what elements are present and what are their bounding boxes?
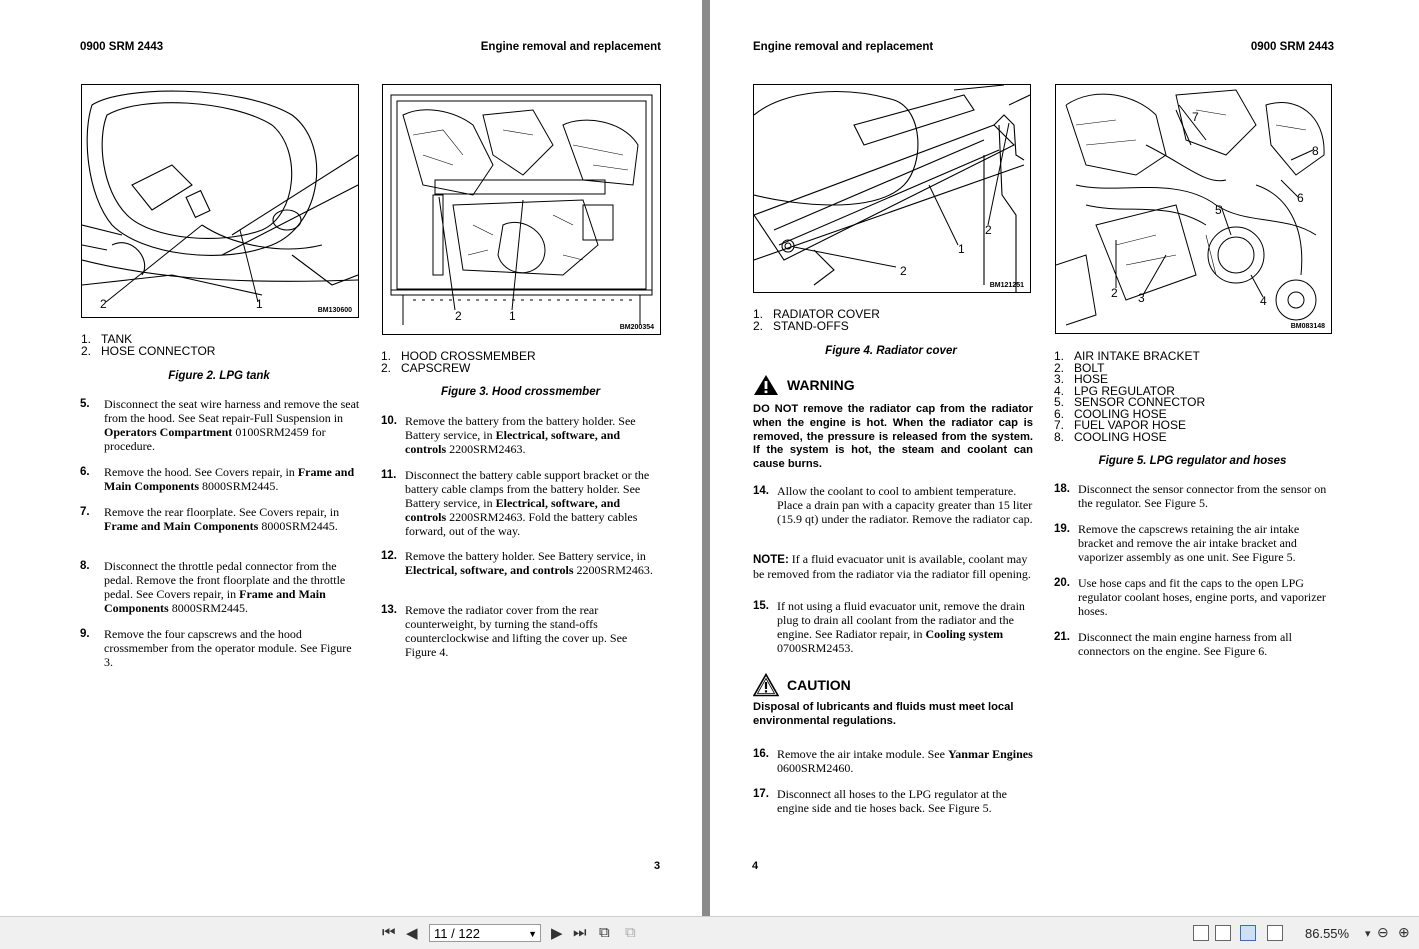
legend-num: 2. — [1054, 360, 1065, 375]
legend-text: COOLING HOSE — [1074, 406, 1167, 421]
step-text-bold: Yanmar Engines — [947, 747, 1033, 761]
step-text-part: Disconnect the main engine harness from all connectors on the engine. See Figure 6. — [1078, 630, 1292, 658]
step-text — [1078, 522, 1336, 564]
zoom-in-icon[interactable]: ⊕ — [1398, 924, 1410, 940]
legend-num: 4. — [1054, 383, 1065, 398]
step-number: 15. — [753, 600, 769, 612]
fig4-caption: Figure 4. Radiator cover — [825, 345, 957, 357]
fig4-callout-2b: 2 — [985, 223, 992, 237]
fig2-caption: Figure 2. LPG tank — [168, 370, 270, 382]
page-gutter — [702, 0, 710, 916]
step-text — [405, 603, 661, 659]
fig3-legend — [381, 351, 536, 374]
document-page-right — [710, 0, 1419, 916]
two-page-view-icon[interactable] — [1240, 925, 1256, 941]
step-text — [104, 397, 360, 453]
legend-num: 5. — [1054, 395, 1065, 409]
step-text — [777, 599, 1035, 655]
legend-text: HOOD CROSSMEMBER — [401, 349, 536, 363]
fig4-callout-2: 2 — [900, 264, 907, 278]
page-number: 4 — [752, 860, 759, 872]
step-text-part: If not using a fluid evacuator unit, remove the drain plug to drain all coolant from the radiator and the engine. See Radiator repair, in — [777, 599, 1025, 641]
note-label: NOTE: — [753, 554, 789, 566]
legend-text: AIR INTAKE BRACKET — [1074, 349, 1200, 363]
step-number: 19. — [1054, 523, 1070, 535]
step-text — [104, 627, 360, 669]
fig5-caption: Figure 5. LPG regulator and hoses — [1098, 455, 1287, 467]
legend-num: 2. — [81, 343, 92, 358]
legend-num: 3. — [1054, 372, 1065, 386]
fig5-callout-8: 8 — [1312, 144, 1319, 158]
step-text-part: Remove the radiator cover from the rear counterweight, by turning the stand-offs counterclockwise and lifting the cover up. See Figure 4. — [405, 603, 628, 659]
step-text-part: Use hose caps and fit the caps to the open LPG regulator coolant hoses, engine ports, and vaporizer hoses. — [1078, 576, 1326, 618]
step-text-part: Remove the battery from the battery holder. See Battery service, in — [405, 414, 636, 442]
caution-text: Disposal of lubricants and fluids must meet local environmental regulations. — [753, 701, 1014, 727]
step-text-part: 2200SRM2463. Fold the battery cables forward, out of the way. — [405, 510, 638, 538]
step-text — [104, 559, 360, 615]
fig3-caption: Figure 3. Hood crossmember — [440, 386, 601, 398]
document-page-left — [0, 0, 702, 916]
fig5-legend — [1054, 351, 1205, 443]
fig5-callout-4: 4 — [1260, 294, 1267, 308]
step-number: 16. — [753, 748, 769, 760]
step-number: 8. — [80, 560, 90, 572]
caution-triangle-icon — [753, 673, 779, 697]
step-text-bold: Frame and Main Components — [104, 465, 355, 493]
step-text — [1078, 630, 1336, 658]
radiator-cover-drawing — [754, 85, 1030, 292]
caution-title: CAUTION — [787, 677, 851, 693]
step-text-bold: Operators Compartment — [104, 425, 233, 439]
legend-text: STAND-OFFS — [773, 318, 849, 333]
hood-crossmember-drawing — [383, 85, 660, 334]
page-number: 3 — [654, 860, 661, 872]
step-number: 11. — [381, 469, 397, 481]
next-page-icon[interactable]: ▶ — [551, 925, 563, 942]
legend-num: 8. — [1054, 429, 1065, 444]
step-number: 6. — [80, 466, 90, 478]
step-text — [1078, 482, 1336, 510]
step-number: 9. — [80, 628, 90, 640]
step-text-part: Disconnect the battery cable support bracket or the battery cable clamps from the battery holder. See Battery service, in — [405, 468, 650, 510]
lpg-regulator-drawing — [1056, 85, 1331, 333]
fig3-callout-1: 1 — [509, 309, 516, 323]
legend-text: COOLING HOSE — [1074, 429, 1167, 444]
fig5-callout-1: 1 — [1060, 94, 1067, 108]
step-text-part: Disconnect the sensor connector from the sensor on the regulator. See Figure 5. — [1078, 482, 1327, 510]
rotate-icon[interactable]: ⧉ — [599, 924, 610, 941]
legend-item — [1054, 429, 1205, 444]
fig5-callout-5: 5 — [1215, 203, 1222, 217]
step-text-part: Remove the battery holder. See Battery service, in — [405, 549, 646, 563]
step-text-part: Remove the air intake module. See — [777, 747, 948, 761]
figure-code: BM121251 — [989, 282, 1024, 289]
legend-num: 1. — [753, 307, 764, 321]
figure-code: BM200354 — [619, 324, 654, 331]
warning-text: DO NOT remove the radiator cap from the radiator when the engine is hot. When the radiator cap is removed, the pressure is released from the system. If the system is hot, the steam and coolant can cause burns. — [753, 403, 1033, 471]
header-doc-id: 0900 SRM 2443 — [1250, 41, 1334, 53]
header-section-title: Engine removal and replacement — [480, 41, 661, 53]
fig2-legend — [81, 334, 215, 357]
step-text-part: Remove the four capscrews and the hood crossmember from the operator module. See Figure 3. — [104, 627, 352, 669]
fig4-callout-1: 1 — [958, 242, 965, 256]
fig5-callout-2: 2 — [1111, 286, 1118, 300]
header-section-title: Engine removal and replacement — [753, 41, 934, 53]
step-text-part: 2200SRM2463. — [446, 442, 526, 456]
legend-text: RADIATOR COVER — [773, 307, 880, 321]
step-text-part: Remove the capscrews retaining the air intake bracket and remove the air intake bracket and vaporizer assembly as one unit. See Figure 5. — [1078, 522, 1300, 564]
continuous-view-icon[interactable] — [1215, 925, 1231, 941]
step-number: 21. — [1054, 631, 1070, 643]
step-text-part: Remove the rear floorplate. See Covers repair, in — [104, 505, 340, 519]
step-text-part: 8000SRM2445. — [199, 479, 279, 493]
legend-text: CAPSCREW — [401, 360, 471, 375]
fig4-legend — [753, 309, 880, 332]
step-number: 7. — [80, 506, 90, 518]
figure-lpg-regulator — [1055, 84, 1332, 334]
legend-text: HOSE — [1074, 372, 1109, 386]
zoom-dropdown-icon[interactable]: ▾ — [1365, 928, 1371, 940]
page-indicator-text: 11 / 122 — [434, 926, 481, 941]
step-number: 5. — [80, 398, 90, 410]
figure-radiator-cover — [753, 84, 1031, 293]
fig5-callout-7: 7 — [1192, 110, 1199, 124]
legend-text: TANK — [101, 332, 133, 346]
step-number: 10. — [381, 415, 397, 427]
warning-triangle-icon — [753, 374, 779, 396]
step-number: 13. — [381, 604, 397, 616]
fig3-callout-2: 2 — [455, 309, 462, 323]
legend-num: 2. — [381, 360, 392, 375]
single-page-view-icon[interactable] — [1193, 925, 1209, 941]
step-text-part: Disconnect the seat wire harness and remove the seat from the hood. See Seat repair-Full Suspension in — [104, 397, 360, 425]
legend-text: FUEL VAPOR HOSE — [1074, 418, 1187, 432]
legend-num: 6. — [1054, 406, 1065, 421]
zoom-level[interactable]: 86.55% — [1305, 926, 1350, 941]
step-number: 14. — [753, 485, 769, 497]
warning-heading — [753, 374, 855, 396]
legend-num: 7. — [1054, 418, 1065, 432]
tools-icon[interactable]: ⧉ — [625, 924, 636, 941]
fig5-callout-3: 3 — [1138, 291, 1145, 305]
legend-text: LPG REGULATOR — [1074, 383, 1175, 398]
step-text — [777, 747, 1035, 775]
step-text-bold: Cooling system — [925, 627, 1004, 641]
legend-num: 1. — [1054, 349, 1065, 363]
step-text-part: Disconnect the throttle pedal connector from the pedal. Remove the front floorplate and the throttle pedal. See Covers repair, in — [104, 559, 346, 601]
legend-text: HOSE CONNECTOR — [101, 343, 216, 358]
note-paragraph — [753, 552, 1035, 581]
legend-num: 2. — [753, 318, 764, 333]
last-page-icon[interactable]: ⏭ — [573, 924, 587, 941]
fig2-callout-1: 1 — [256, 297, 263, 311]
legend-text: SENSOR CONNECTOR — [1074, 395, 1206, 409]
chevron-down-icon[interactable]: ▼ — [528, 929, 537, 939]
figure-code: BM083148 — [1290, 323, 1325, 330]
step-number: 20. — [1054, 577, 1070, 589]
step-text — [777, 484, 1035, 526]
legend-item — [753, 318, 880, 333]
figure-lpg-tank — [81, 84, 359, 318]
first-page-icon[interactable]: ⏮ — [382, 924, 396, 941]
step-text-bold: Frame and Main Components — [104, 519, 259, 533]
legend-item — [81, 343, 216, 358]
figure-code: BM130600 — [317, 307, 352, 314]
step-text-part: 2200SRM2463. — [573, 563, 653, 577]
warning-title: WARNING — [787, 377, 855, 393]
legend-text: BOLT — [1074, 360, 1105, 375]
step-text-part: 8000SRM2445. — [168, 601, 249, 615]
step-text-bold: Frame and Main Components — [104, 587, 326, 615]
step-text — [405, 468, 661, 538]
page-number-input[interactable] — [429, 924, 541, 942]
legend-num: 1. — [81, 332, 92, 346]
step-text — [104, 505, 360, 533]
step-text-bold: Electrical, software, and controls — [405, 563, 574, 577]
viewer-toolbar — [0, 916, 1419, 949]
step-text-part: 8000SRM2445. — [258, 519, 338, 533]
note-text: If a fluid evacuator unit is available, coolant may be removed from the radiator via the radiator fill opening. — [753, 552, 1031, 581]
step-text-part: Remove the hood. See Covers repair, in — [104, 465, 298, 479]
step-text-part: Allow the coolant to cool to ambient temperature. Place a drain pan with a capacity greater than 15 liter (15.9 qt) under the radiator. Remove the radiator cap. — [777, 484, 1033, 526]
step-text — [1078, 576, 1336, 618]
step-text-bold: Electrical, software, and controls — [405, 428, 621, 456]
legend-item — [381, 360, 536, 375]
fig2-callout-2: 2 — [100, 297, 107, 311]
step-text — [405, 549, 661, 577]
step-number: 18. — [1054, 483, 1070, 495]
legend-num: 1. — [381, 349, 392, 363]
step-text-bold: Electrical, software, and controls — [405, 496, 621, 524]
step-text-part: 0600SRM2460. — [777, 761, 854, 775]
fig5-callout-6: 6 — [1297, 191, 1304, 205]
step-text — [777, 787, 1035, 815]
header-doc-id: 0900 SRM 2443 — [80, 41, 164, 53]
step-text — [104, 465, 360, 493]
caution-heading — [753, 673, 851, 697]
prev-page-icon[interactable]: ◀ — [406, 925, 418, 942]
step-text-part: Disconnect all hoses to the LPG regulator at the engine side and tie hoses back. See Figure 5. — [777, 787, 1007, 815]
step-text-part: 0700SRM2453. — [777, 641, 854, 655]
step-number: 12. — [381, 550, 397, 562]
step-number: 17. — [753, 788, 769, 800]
figure-hood-crossmember — [382, 84, 661, 335]
step-text-part: 0100SRM2459 for procedure. — [104, 425, 326, 453]
step-text — [405, 414, 661, 456]
lpg-tank-drawing — [82, 85, 358, 317]
two-page-continuous-view-icon[interactable] — [1267, 925, 1283, 941]
zoom-out-icon[interactable]: ⊖ — [1377, 924, 1389, 940]
